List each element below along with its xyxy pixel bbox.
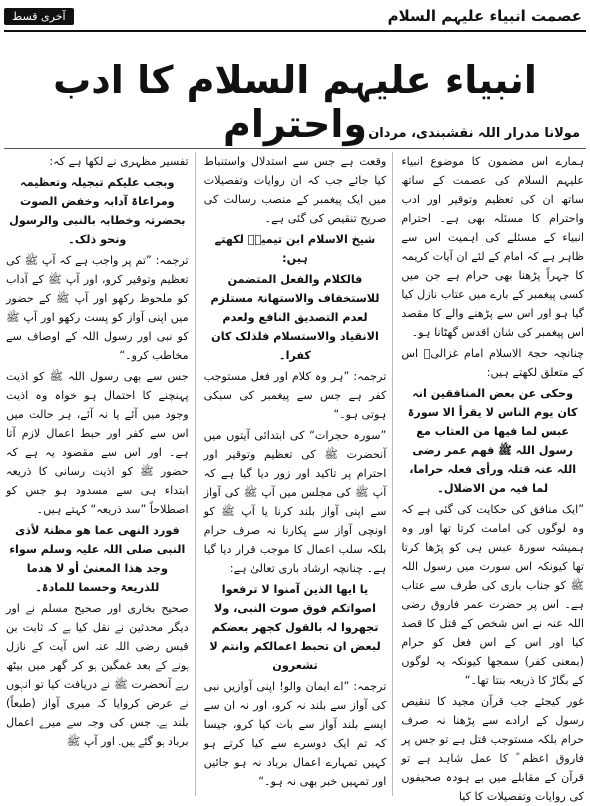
article-byline: مولانا مدرار اللہ نقشبندی، مردان: [368, 126, 580, 141]
paragraph: ”ایک منافق کی حکایت کی گئی ہے کہ وہ لوگوں کی امامت کرتا تھا اور وہ ہمیشہ سورۃ عبس ہی کو پڑھا کرتا تھا کیونکہ اس سورت میں رسول اللہ ﷺ کو جناب باری کی طرف سے عتاب ہے۔ اس پر حضرت عمر فاروق رضی اللہ عنہ نے اس شخص کے قتل کا قصد کیا اور اس کے اس فعل کو حرام (بمعنی کفر) سمجھا کیونکہ یہ لوگوں کے بگاڑ کا ذریعہ بنتا تھا۔“: [401, 503, 584, 687]
series-title: عصمت انبیاء علیہم السلام: [387, 7, 582, 25]
column-1: [401, 152, 584, 803]
arabic-quote: فالکلام والفعل المتضمن للاستخفاف والاستھانۃ مستلزم لعدم التصدیق النافع ولعدم الانقیاد والاستسلام فلذلک کان کفرا۔: [210, 273, 380, 362]
arabic-quote: وبجب علیکم تبجیلہ وتعظیمہ ومراعاۃ آدابہ وخفض الصوت بحضرتہ وخطابہ بالنبی والرسول ونحو ذلک۔: [9, 176, 186, 246]
paragraph: جس سے بھی رسول اللہ ﷺ کو اذیت پہنچنے کا احتمال ہو خواہ وہ اذیت وجود میں آئے یا نہ آئے، ہر حالت میں اس سے کفر اور حبط اعمال لازم آتا ہے۔ اور اس سے مقصود یہ ہے کہ حضور ﷺ کو اذیت رسانی کا ذریعہ ابتداء ہی سے مسدود ہو جس کو اصطلاحاً ”سد ذریعہ“ کہتے ہیں۔: [5, 370, 189, 516]
article-body: [5, 152, 584, 803]
paragraph: تفسیر مظہری نے لکھا ہے کہ:: [49, 155, 189, 168]
paragraph: ترجمہ: ”اے ایمان والو! اپنی آوازیں نبی کی آواز سے بلند نہ کرو، اور نہ ان سے ایسے بلند آواز سے بات کیا کرو، جیسا کہ تم ایک دوسرے سے کیا کرتے ہو کہیں تمہارے اعمال برباد نہ ہو جائیں اور تمہیں خبر بھی نہ ہو۔“: [203, 680, 387, 788]
paragraph: چنانچہ حجۃ الاسلام امام غزالیؒ اس کے متعلق لکھتے ہیں:: [401, 347, 584, 379]
body-divider: [4, 148, 586, 149]
paragraph: غور کیجئے جب قرآن مجید کا تنقیص رسول کے ارادے سے پڑھنا نہ صرف حرام بلکہ مستوجب قتل ہے تو جس پر فاروق اعظم ؓ کا عمل شاہد ہے تو قرآن کے مقابلے میں بے ہودہ صحیفوں کی روایات وتفصیلات کا کیا: [401, 695, 584, 803]
paragraph: ترجمہ: ”تم پر واجب ہے کہ آپ ﷺ کی تعظیم وتوقیر کرو، اور آپ ﷺ کے آداب کو ملحوظ رکھو اور آپ ﷺ کے حضور میں اپنی آواز کو پست رکھو اور آپ ﷺ کو نبی اور رسول اللہ کے اوصاف سے مخاطب کرو۔“: [5, 254, 189, 362]
arabic-quote: وحکی عن بعض المنافقین انہ کان یوم الناس لا یقرأ الا سورۃ عبس لما فیھا من العتاب مع رسول اللہ ﷺ فھم عمر رضی اللہ عنہ قتلہ ورأی فعلہ حراما، لما فیہ من الاضلال۔: [407, 387, 578, 495]
paragraph: ترجمہ: ”ہر وہ کلام اور فعل مستوجب کفر ہے جس سے پیغمبر کی سبکی ہوتی ہو۔“: [203, 370, 387, 421]
column-3: [6, 152, 196, 796]
paragraph: ہمارے اس مضمون کا موضوع انبیاء علیہم السلام کی عصمت کے ساتھ ساتھ ان کی تعظیم وتوقیر اور ادب واحترام کا مسئلہ بھی ہے۔ احترام انبیاء کے مسئلے کی اہمیت اس سے ظاہر ہے کہ امام کے لئے ان آیات کریمہ کا جہراً پڑھنا بھی حرام ہے جن میں کسی پیغمبر کے بارے میں عتاب نازل کیا گیا ہو اور اس سے پڑھنے والے کا مقصد اس پیغمبر کی شان اقدس گھٹانا ہو۔: [401, 155, 584, 339]
quote-intro: شیخ الاسلام ابن تیمیہؒ لکھتے ہیں:: [214, 233, 376, 265]
paragraph: وقعت ہے جس سے استدلال واستنباط کیا جائے جب کہ ان روایات وتفصیلات میں ایک پیغمبر کے منصب رسالت کی صریح تنقیص کی گئی ہے۔: [203, 155, 387, 225]
episode-badge: آخری قسط: [4, 8, 74, 25]
arabic-quote: فورد النھی عما ھو مظنۃ لأذی النبی صلی اللہ علیہ وسلم سواء وجد ھذا المعنیٰ أو لا ھدما للذریعۃ وحسما للمادۃ۔: [9, 524, 186, 594]
column-2: [204, 152, 394, 796]
top-bar: [4, 4, 586, 28]
article-title: انبیاء علیہم السلام کا ادب واحترام: [53, 58, 537, 146]
paragraph: صحیح بخاری اور صحیح مسلم نے اور دیگر محدثین نے نقل کیا ہے کہ ثابت بن قیس رضی اللہ عنہ اس آیت کے نازل ہونے کے بعد غمگین ہو کر گھر میں بیٹھ رہے آنحضرت ﷺ نے دریافت کیا تو انہوں نے عرض کروایا کہ میری آواز (طبعاً) بلند ہے۔ جس کی وجہ سے میرے اعمال برباد ہو گئے ہیں۔ اور آپ ﷺ: [5, 602, 189, 748]
header-divider: [4, 30, 586, 32]
paragraph: ”سورہ حجرات“ کی ابتدائی آیتوں میں آنحضرت ﷺ کی تعظیم وتوقیر اور احترام پر تاکید اور زور دیا گیا ہے کہ آپ ﷺ کی مجلس میں آپ ﷺ کی آواز سے اپنی آواز بلند کرنا یا آپ ﷺ کو اونچی آواز سے پکارنا نہ صرف حرام بلکہ سلب اعمال کا موجب قرار دیا گیا ہے۔ چنانچہ ارشاد باری تعالیٰ ہے:: [203, 429, 387, 575]
arabic-quote: یا ایھا الذین آمنوا لا ترفعوا اصواتکم فوق صوت النبی، ولا تجھروا لہ بالقول کجھر بعضکم لبعض ان تحبط اعمالکم وانتم لا تشعرون: [209, 583, 381, 672]
